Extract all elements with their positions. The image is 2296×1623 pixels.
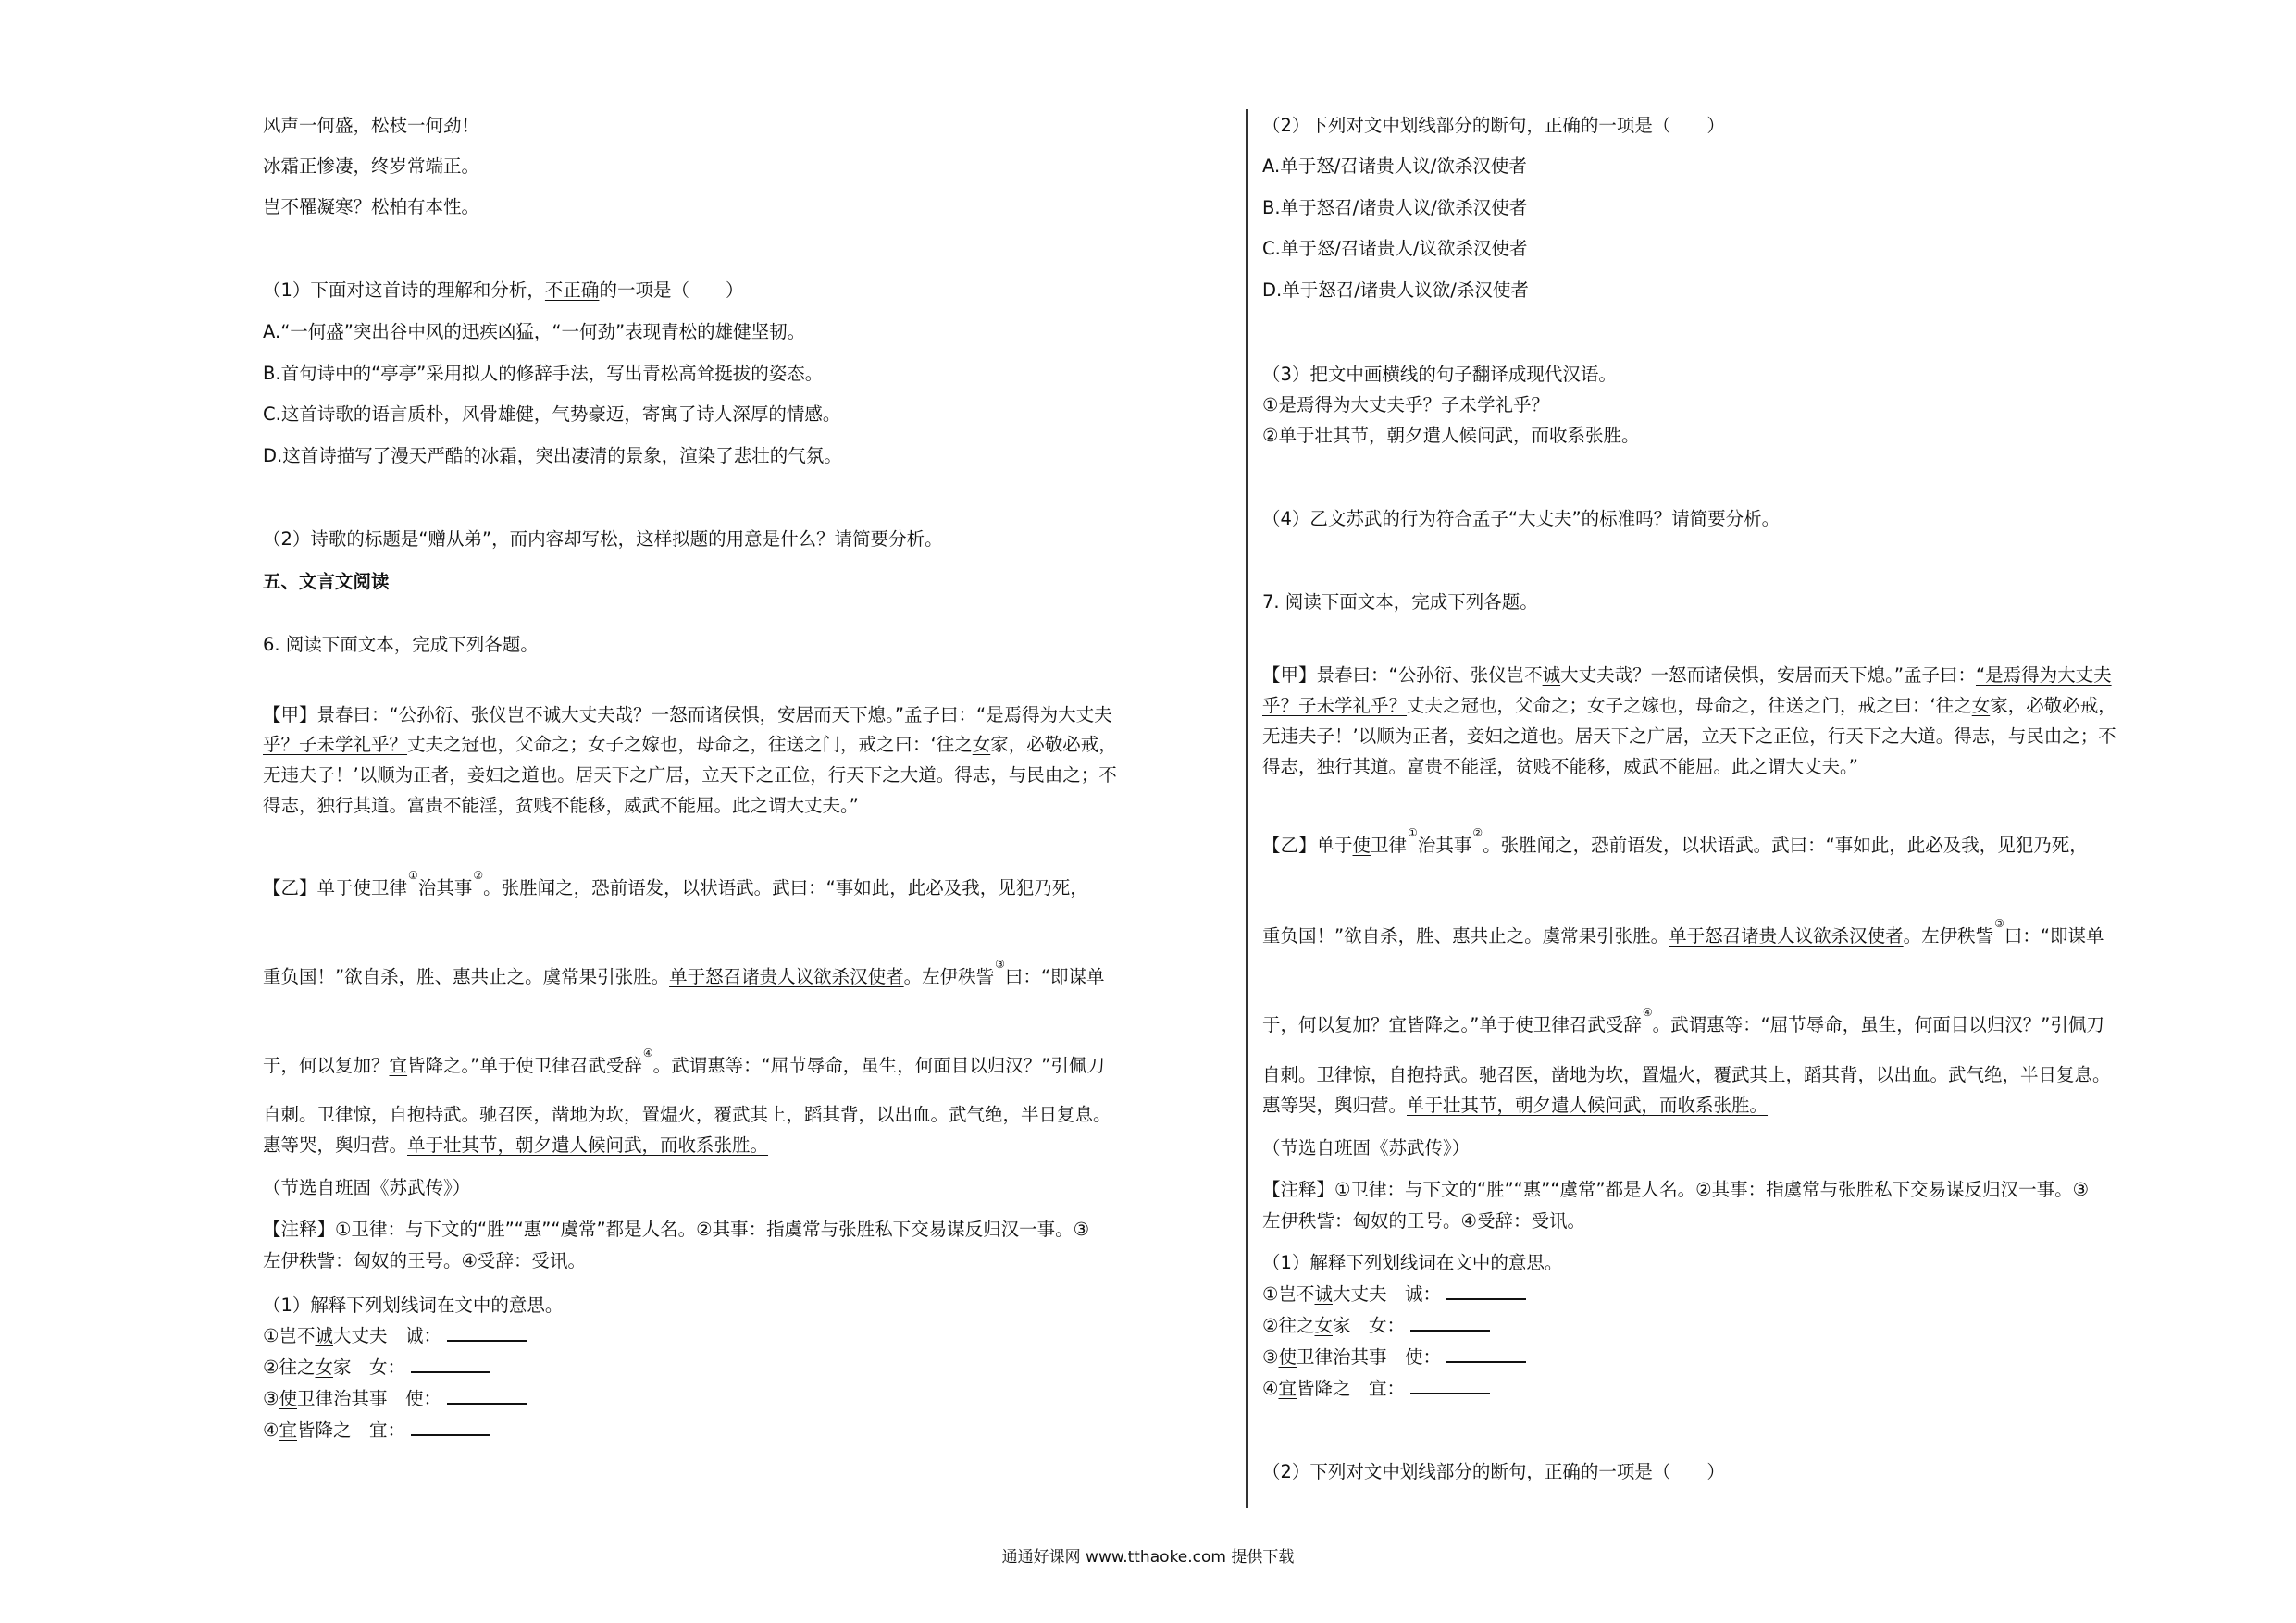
translate-item: ①是焉得为大丈夫乎？子未学礼乎？ — [1262, 394, 1549, 415]
passage-yi-line: 于，何以复加？宜皆降之。”单于使卫律召武受辞④。武谓惠等：“屈节辱命，虽生，何面目以归汉？”引佩刀 — [263, 1047, 1105, 1076]
passage-jia-line: 【甲】景春曰：“公孙衍、张仪岂不诚大丈夫哉？一怒而诸侯惧，安居而天下熄。”孟子曰：“是焉得为大丈夫 — [263, 704, 1112, 725]
option-a: A.单于怒/召诸贵人议/欲杀汉使者 — [1262, 155, 1527, 177]
passage-jia-line: 乎？子未学礼乎？丈夫之冠也，父命之；女子之嫁也，母命之，往送之门，戒之曰：‘往之女家，必敬必戒， — [263, 734, 1117, 755]
answer-blank[interactable] — [447, 1386, 527, 1405]
explain-item: ②往之女家 女： — [263, 1353, 490, 1381]
sub-question-1: （1）解释下列划线词在文中的意思。 — [263, 1295, 564, 1316]
explain-item: ②往之女家 女： — [1262, 1311, 1490, 1340]
answer-blank[interactable] — [1410, 1313, 1490, 1332]
poem-line: 冰霜正惨凄，终岁常端正。 — [263, 155, 480, 177]
question-2: （2）诗歌的标题是“赠从弟”，而内容却写松，这样拟题的用意是什么？请简要分析。 — [263, 528, 943, 550]
translate-item: ②单于壮其节，朝夕遣人候问武，而收系张胜。 — [1262, 425, 1640, 446]
explain-item: ③使卫律治其事 使： — [263, 1384, 527, 1413]
option-d: D.单于怒召/诸贵人议欲/杀汉使者 — [1262, 279, 1529, 301]
explain-item: ③使卫律治其事 使： — [1262, 1343, 1526, 1371]
passage-yi-line: 自刺。卫律惊，自抱持武。驰召医，凿地为坎，置煴火，覆武其上，蹈其背，以出血。武气绝，半日复息。 — [1262, 1064, 2111, 1085]
annotation-line: 【注释】①卫律：与下文的“胜”“惠”“虞常”都是人名。②其事：指虞常与张胜私下交易谋反归汉一事。③ — [263, 1219, 1090, 1240]
passage-yi-line: 自刺。卫律惊，自抱持武。驰召医，凿地为坎，置煴火，覆武其上，蹈其背，以出血。武气绝，半日复息。 — [263, 1104, 1111, 1125]
underlined-word: 不正确 — [544, 279, 600, 301]
question-4: （4）乙文苏武的行为符合孟子“大丈夫”的标准吗？请简要分析。 — [1262, 508, 1781, 529]
passage-yi-line: 惠等哭，舆归营。单于壮其节，朝夕遣人候问武，而收系张胜。 — [263, 1134, 769, 1156]
question-7-intro: 7. 阅读下面文本，完成下列各题。 — [1262, 591, 1538, 613]
explain-item: ①岂不诚大丈夫 诚： — [1262, 1280, 1526, 1308]
passage-yi-line: 【乙】单于使卫律①治其事②。张胜闻之，恐前语发，以状语武。武曰：“事如此，此必及我，见犯乃死， — [1262, 826, 2088, 856]
passage-jia-line: 得志，独行其道。富贵不能淫，贫贱不能移，威武不能屈。此之谓大丈夫。” — [1262, 756, 1858, 777]
question-2: （2）下列对文中划线部分的断句，正确的一项是（ ） — [1262, 115, 1725, 136]
column-divider — [1246, 109, 1248, 1508]
answer-blank[interactable] — [447, 1323, 527, 1342]
source-citation: （节选自班固《苏武传》） — [263, 1177, 471, 1198]
passage-jia-line: 无违夫子！’以顺为正者，妾妇之道也。居天下之广居，立天下之正位，行天下之大道。得志，与民由之；不 — [263, 764, 1117, 786]
answer-blank[interactable] — [1446, 1344, 1526, 1363]
passage-jia-line: 无违夫子！’以顺为正者，妾妇之道也。居天下之广居，立天下之正位，行天下之大道。得志，与民由之；不 — [1262, 725, 2116, 747]
poem-line: 风声一何盛，松枝一何劲！ — [263, 115, 480, 136]
question-1: （1）下面对这首诗的理解和分析，不正确的一项是（ ） — [263, 279, 744, 301]
question-3: （3）把文中画横线的句子翻译成现代汉语。 — [1262, 364, 1617, 385]
annotation-line: 左伊秩訾：匈奴的王号。④受辞：受讯。 — [1262, 1210, 1585, 1232]
annotation-line: 【注释】①卫律：与下文的“胜”“惠”“虞常”都是人名。②其事：指虞常与张胜私下交易谋反归汉一事。③ — [1262, 1179, 2090, 1200]
passage-jia-line: 【甲】景春曰：“公孙衍、张仪岂不诚大丈夫哉？一怒而诸侯惧，安居而天下熄。”孟子曰：“是焉得为大丈夫 — [1262, 664, 2112, 686]
answer-blank[interactable] — [411, 1418, 490, 1436]
option-a: A.“一何盛”突出谷中风的迅疾凶猛，“一何劲”表现青松的雄健坚韧。 — [263, 321, 806, 342]
answer-blank[interactable] — [411, 1355, 490, 1373]
answer-blank[interactable] — [1410, 1376, 1490, 1394]
option-b: B.首句诗中的“亭亭”采用拟人的修辞手法，写出青松高耸挺拔的姿态。 — [263, 363, 824, 384]
passage-jia-line: 乎？子未学礼乎？丈夫之冠也，父命之；女子之嫁也，母命之，往送之门，戒之曰：‘往之女家，必敬必戒， — [1262, 695, 2116, 716]
explain-item: ①岂不诚大丈夫 诚： — [263, 1321, 527, 1350]
passage-yi-line: 惠等哭，舆归营。单于壮其节，朝夕遣人候问武，而收系张胜。 — [1262, 1095, 1769, 1116]
passage-yi-line: 重负国！”欲自杀，胜、惠共止之。虞常果引张胜。单于怒召诸贵人议欲杀汉使者。左伊秩訾③曰：“即谋单 — [263, 958, 1105, 987]
explain-item: ④宜皆降之 宜： — [1262, 1374, 1490, 1403]
passage-yi-line: 于，何以复加？宜皆降之。”单于使卫律召武受辞④。武谓惠等：“屈节辱命，虽生，何面目以归汉？”引佩刀 — [1262, 1006, 2104, 1035]
poem-line: 岂不罹凝寒？松柏有本性。 — [263, 196, 480, 217]
explain-item: ④宜皆降之 宜： — [263, 1416, 490, 1444]
sub-question-1: （1）解释下列划线词在文中的意思。 — [1262, 1252, 1563, 1273]
passage-yi-line: 重负国！”欲自杀，胜、惠共止之。虞常果引张胜。单于怒召诸贵人议欲杀汉使者。左伊秩訾③曰：“即谋单 — [1262, 917, 2104, 947]
option-b: B.单于怒召/诸贵人议/欲杀汉使者 — [1262, 197, 1528, 218]
page-footer: 通通好课网 www.tthaoke.com 提供下载 — [1001, 1548, 1295, 1567]
passage-jia-line: 得志，独行其道。富贵不能淫，贫贱不能移，威武不能屈。此之谓大丈夫。” — [263, 795, 859, 816]
option-d: D.这首诗描写了漫天严酷的冰霜，突出凄清的景象，渲染了悲壮的气氛。 — [263, 445, 842, 466]
annotation-line: 左伊秩訾：匈奴的王号。④受辞：受讯。 — [263, 1250, 586, 1271]
question-2-repeat: （2）下列对文中划线部分的断句，正确的一项是（ ） — [1262, 1461, 1725, 1482]
passage-yi-line: 【乙】单于使卫律①治其事②。张胜闻之，恐前语发，以状语武。武曰：“事如此，此必及我，见犯乃死， — [263, 869, 1088, 898]
question-6-intro: 6. 阅读下面文本，完成下列各题。 — [263, 634, 539, 655]
option-c: C.这首诗歌的语言质朴，风骨雄健，气势豪迈，寄寓了诗人深厚的情感。 — [263, 403, 841, 425]
section-heading: 五、文言文阅读 — [263, 571, 390, 592]
answer-blank[interactable] — [1446, 1282, 1526, 1300]
option-c: C.单于怒/召诸贵人/议欲杀汉使者 — [1262, 238, 1528, 259]
source-citation: （节选自班固《苏武传》） — [1262, 1137, 1471, 1158]
